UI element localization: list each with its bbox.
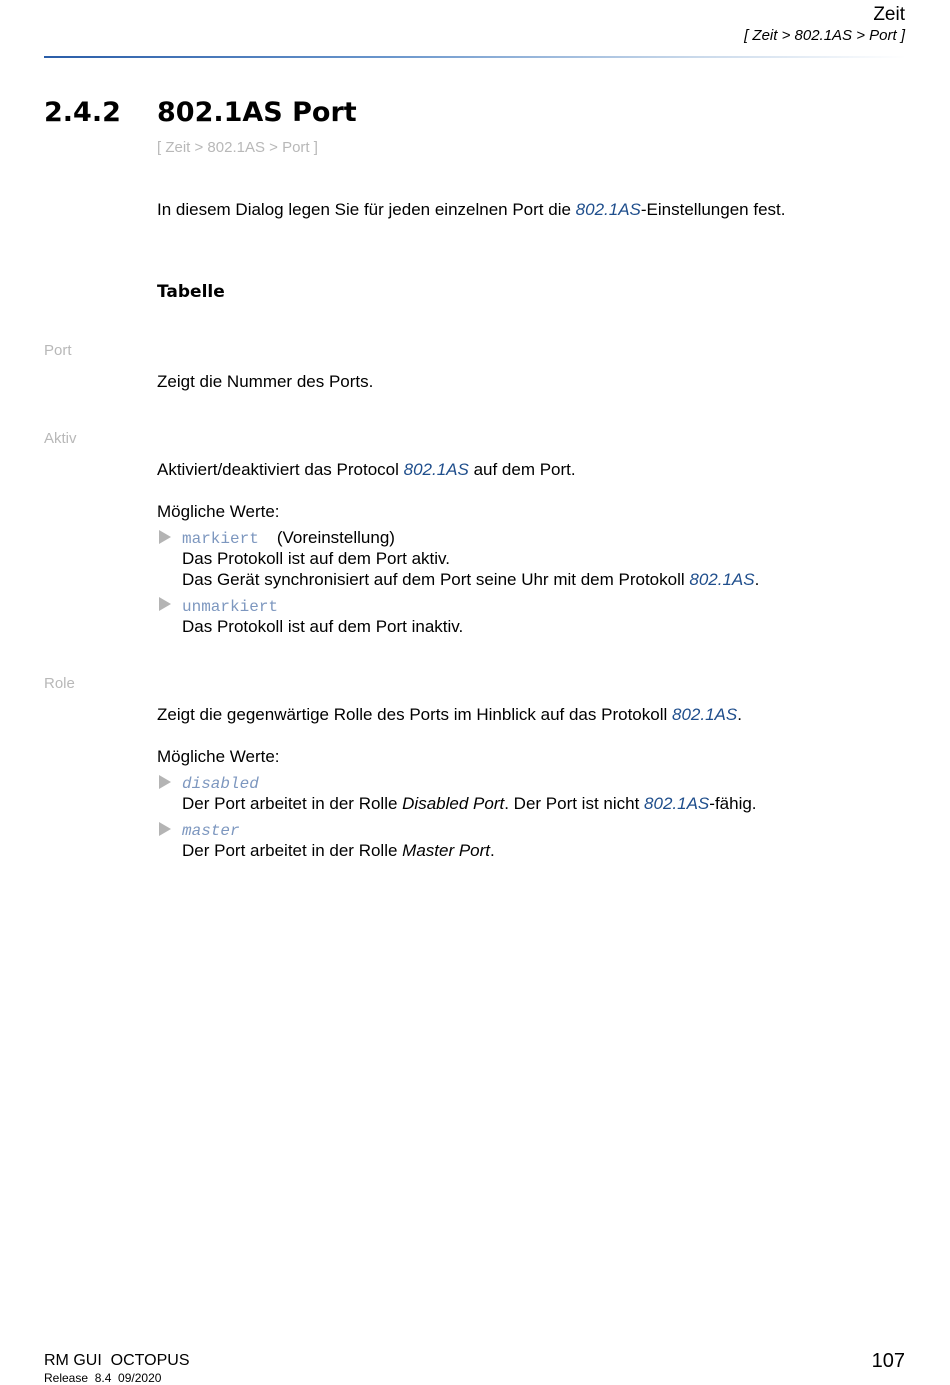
role-desc-end: .	[737, 705, 742, 724]
role-value-master	[182, 819, 240, 842]
role-desc-text: Zeigt die gegenwärtige Rolle des Ports im Hinblick auf das Protokoll	[157, 705, 672, 724]
aktiv-values-heading: Mögliche Werte:	[157, 502, 280, 521]
value-code: unmarkiert	[182, 598, 279, 616]
param-desc-aktiv	[157, 459, 576, 480]
aktiv-desc-text: Aktiviert/deaktiviert das Protocol	[157, 460, 404, 479]
aktiv-value-markiert-desc-2	[182, 569, 759, 590]
table-heading: Tabelle	[157, 282, 225, 302]
param-label-aktiv: Aktiv	[44, 430, 77, 447]
bullet-triangle-icon	[159, 822, 171, 836]
desc-text: . Der Port ist nicht	[504, 794, 645, 813]
desc-text: Der Port arbeitet in der Rolle	[182, 841, 403, 860]
header-divider	[44, 56, 906, 58]
value-code: master	[182, 822, 240, 840]
intro-text-end: -Einstellungen fest.	[640, 200, 786, 219]
desc-text-end: .	[754, 570, 760, 589]
link-802-1as[interactable]: 802.1AS	[575, 200, 641, 219]
desc-text-end: .	[490, 841, 495, 860]
param-label-port: Port	[44, 342, 72, 359]
value-code: disabled	[182, 775, 259, 793]
param-desc-role	[157, 704, 742, 725]
desc-text: Der Port arbeitet in der Rolle	[182, 794, 403, 813]
link-802-1as[interactable]: 802.1AS	[403, 460, 469, 479]
footer-release: Release 8.4 09/2020	[44, 1371, 162, 1385]
footer-product: RM GUI OCTOPUS	[44, 1352, 190, 1369]
section-intro	[157, 199, 785, 220]
role-values-heading: Mögliche Werte:	[157, 747, 280, 766]
page-number: 107	[871, 1350, 905, 1372]
section-title: 802.1AS Port	[157, 97, 357, 128]
role-value-disabled-desc	[182, 793, 757, 814]
bullet-triangle-icon	[159, 530, 171, 544]
aktiv-value-unmarkiert	[182, 595, 278, 618]
aktiv-value-unmarkiert-desc: Das Protokoll ist auf dem Port inaktiv.	[182, 617, 464, 636]
section-breadcrumb: [ Zeit > 802.1AS > Port ]	[157, 139, 318, 156]
header-chapter-title: Zeit	[873, 4, 905, 25]
role-value-disabled	[182, 772, 259, 795]
value-default-note: (Voreinstellung)	[276, 528, 395, 547]
link-802-1as[interactable]: 802.1AS	[671, 705, 738, 724]
aktiv-value-markiert-desc-1: Das Protokoll ist auf dem Port aktiv.	[182, 549, 451, 568]
intro-text: In diesem Dialog legen Sie für jeden einzelnen Port die	[157, 200, 576, 219]
value-code: markiert	[182, 530, 259, 548]
desc-text: Das Gerät synchronisiert auf dem Port seine Uhr mit dem Protokoll	[182, 570, 690, 589]
link-802-1as[interactable]: 802.1AS	[689, 570, 755, 589]
header-breadcrumb: [ Zeit > 802.1AS > Port ]	[744, 27, 905, 44]
role-name: Master Port	[402, 841, 491, 860]
aktiv-desc-end: auf dem Port.	[468, 460, 576, 479]
desc-text-end: -fähig.	[709, 794, 757, 813]
role-value-master-desc	[182, 840, 495, 861]
param-desc-port: Zeigt die Nummer des Ports.	[157, 372, 374, 391]
param-label-role: Role	[44, 675, 75, 692]
bullet-triangle-icon	[159, 597, 171, 611]
section-number: 2.4.2	[44, 97, 121, 128]
bullet-triangle-icon	[159, 775, 171, 789]
link-802-1as[interactable]: 802.1AS	[644, 794, 710, 813]
role-name: Disabled Port	[402, 794, 505, 813]
aktiv-value-markiert	[182, 527, 395, 550]
